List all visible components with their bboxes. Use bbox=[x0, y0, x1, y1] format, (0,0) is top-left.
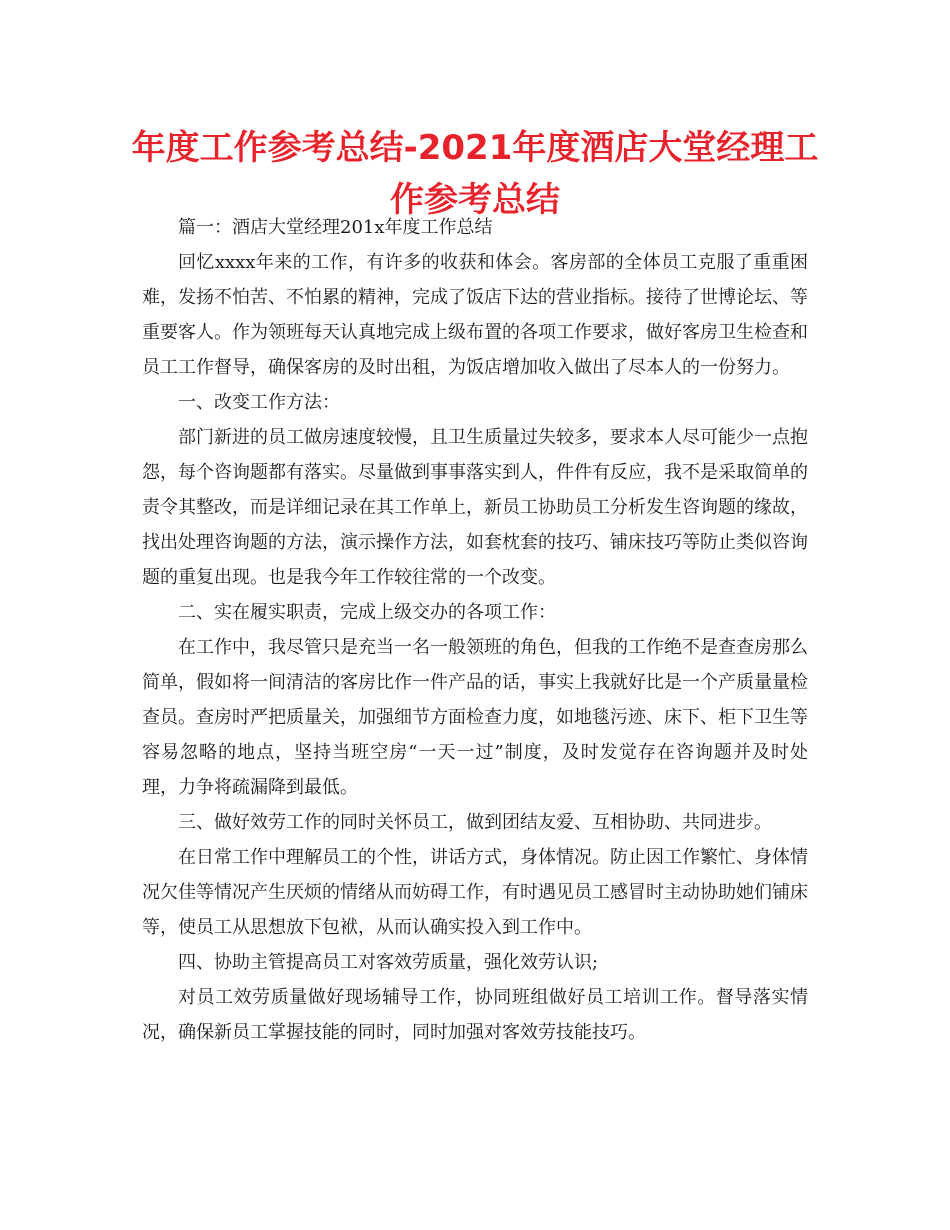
paragraph: 部门新进的员工做房速度较慢，且卫生质量过失较多，要求本人尽可能少一点抱怨，每个咨询题都有落实。尽量做到事事落实到人，件件有反应，我不是采取简单的责令其整改，而是详细记录在其工作单上，新员工协助员工分析发生咨询题的缘故，找出处理咨询题的方法，演示操作方法，如套枕套的技巧、铺床技巧等防止类似咨询题的重复出现。也是我今年工作较往常的一个改变。 bbox=[142, 427, 808, 588]
document-title: 年度工作参考总结-2021年度酒店大堂经理工作参考总结 bbox=[131, 128, 819, 220]
section-heading: 三、做好效劳工作的同时关怀员工，做到团结友爱、互相协助、共同进步。 bbox=[178, 812, 772, 833]
section-heading: 一、改变工作方法： bbox=[178, 392, 340, 413]
section-heading: 二、实在履实职责，完成上级交办的各项工作： bbox=[178, 602, 556, 623]
paragraph-heading: 篇一：酒店大堂经理201x年度工作总结 bbox=[178, 217, 493, 238]
paragraph: 在日常工作中理解员工的个性，讲话方式，身体情况。防止因工作繁忙、身体情况欠佳等情况产生厌烦的情绪从而妨碍工作，有时遇见员工感冒时主动协助她们铺床等，使员工从思想放下包袱，从而认确实投入到工作中。 bbox=[142, 847, 808, 938]
paragraph: 回忆xxxx年来的工作，有许多的收获和体会。客房部的全体员工克服了重重困难，发扬不怕苦、不怕累的精神，完成了饭店下达的营业指标。接待了世博论坛、等重要客人。作为领班每天认真地完成上级布置的各项工作要求，做好客房卫生检查和员工工作督导，确保客房的及时出租，为饭店增加收入做出了尽本人的一份努力。 bbox=[142, 252, 808, 378]
paragraph: 在工作中，我尽管只是充当一名一般领班的角色，但我的工作绝不是查查房那么简单，假如将一间清洁的客房比作一件产品的话，事实上我就好比是一个产质量量检查员。查房时严把质量关，加强细节方面检查力度，如地毯污迹、床下、柜下卫生等容易忽略的地点，坚持当班空房“一天一过”制度，及时发觉存在咨询题并及时处理，力争将疏漏降到最低。 bbox=[142, 637, 808, 798]
section-heading: 四、协助主管提高员工对客效劳质量，强化效劳认识; bbox=[178, 952, 599, 973]
paragraph: 对员工效劳质量做好现场辅导工作，协同班组做好员工培训工作。督导落实情况，确保新员工掌握技能的同时，同时加强对客效劳技能技巧。 bbox=[142, 987, 808, 1043]
document-body bbox=[142, 210, 808, 1050]
